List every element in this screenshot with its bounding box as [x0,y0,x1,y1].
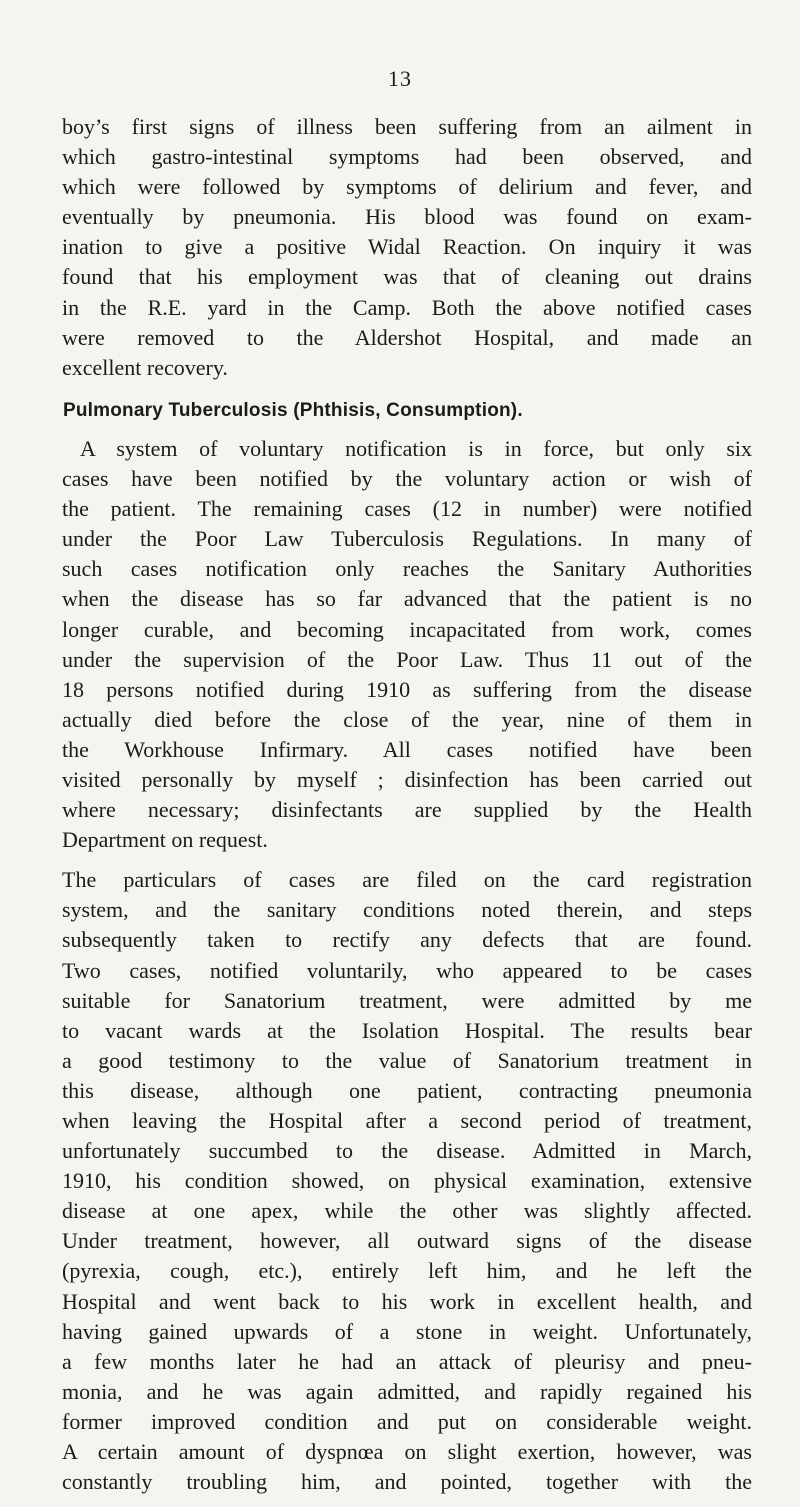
paragraph-voluntary-notification [62,434,752,855]
text-line: were removed to the Aldershot Hospital, and made an [62,324,752,350]
text-line: this disease, although one patient, contracting pneumonia [62,1077,752,1103]
text-line: boy’s first signs of illness been suffering from an ailment in [62,114,752,139]
text-line: found that his employment was that of cleaning out drains [62,264,752,290]
text-line: where necessary; disinfectants are supplied by the Health [62,797,752,823]
text-line: when leaving the Hospital after a second period of treatment, [62,1108,752,1133]
text-line: suitable for Sanatorium treatment, were admitted by me [62,987,752,1013]
text-line: cases have been notified by the voluntary action or wish of [62,466,752,492]
text-line: under the Poor Law Tuberculosis Regulations. In many of [62,526,752,552]
text-line: system, and the sanitary conditions noted therein, and steps [62,897,752,923]
text-line: ination to give a positive Widal Reaction. On inquiry it was [62,234,752,260]
text-line: visited personally by myself ; disinfection has been carried out [62,766,752,792]
text-line: subsequently taken to rectify any defects that are found. [62,927,752,953]
text-line: which gastro-intestinal symptoms had been observed, and [62,144,752,170]
text-line: 1910, his condition showed, on physical examination, extensive [62,1168,752,1194]
text-line: excellent recovery. [62,354,228,380]
text-line: Hospital and went back to his work in excellent health, and [62,1288,752,1314]
text-line: such cases notification only reaches the Sanitary Authorities [62,556,752,582]
text-line: disease at one apex, while the other was slightly affected. [62,1198,752,1224]
text-line: constantly troubling him, and pointed, together with the [62,1469,752,1495]
section-heading: Pulmonary Tuberculosis (Phthisis, Consumption). [63,399,523,421]
text-line: A certain amount of dyspnœa on slight exertion, however, was [62,1439,752,1465]
text-line: 18 persons notified during 1910 as suffering from the disease [62,676,752,702]
text-line: eventually by pneumonia. His blood was found on exam- [62,204,752,230]
text-line: to vacant wards at the Isolation Hospital. The results bear [62,1017,752,1043]
text-line: Department on request. [62,827,268,853]
text-line: unfortunately succumbed to the disease. Admitted in March, [62,1138,752,1164]
text-line: a good testimony to the value of Sanatorium treatment in [62,1047,752,1073]
text-line: under the supervision of the Poor Law. Thus 11 out of the [62,646,752,672]
page-number: 13 [388,66,412,91]
text-line: when the disease has so far advanced that the patient is no [62,586,752,612]
paragraph-card-registration [62,865,752,1497]
text-line: longer curable, and becoming incapacitated from work, comes [62,616,752,642]
text-line: (pyrexia, cough, etc.), entirely left him, and he left the [62,1258,752,1284]
text-line: Two cases, notified voluntarily, who appeared to be cases [62,957,752,983]
text-line: having gained upwards of a stone in weight. Unfortunately, [62,1318,752,1344]
text-line: in the R.E. yard in the Camp. Both the above notified cases [62,294,752,320]
paragraph-continuation [62,112,752,383]
text-line: A system of voluntary notification is in force, but only six [80,435,752,461]
text-line: actually died before the close of the year, nine of them in [62,706,752,732]
text-line: the Workhouse Infirmary. All cases notified have been [62,736,752,762]
text-line: Under treatment, however, all outward signs of the disease [62,1228,752,1254]
text-line: the patient. The remaining cases (12 in number) were notified [62,496,752,522]
text-line: monia, and he was again admitted, and rapidly regained his [62,1378,752,1404]
body-text [62,112,752,1507]
text-line: a few months later he had an attack of pleurisy and pneu- [62,1348,752,1374]
text-line: The particulars of cases are filed on the card registration [62,867,752,893]
text-line: former improved condition and put on considerable weight. [62,1408,752,1434]
text-line: which were followed by symptoms of delirium and fever, and [62,174,752,200]
